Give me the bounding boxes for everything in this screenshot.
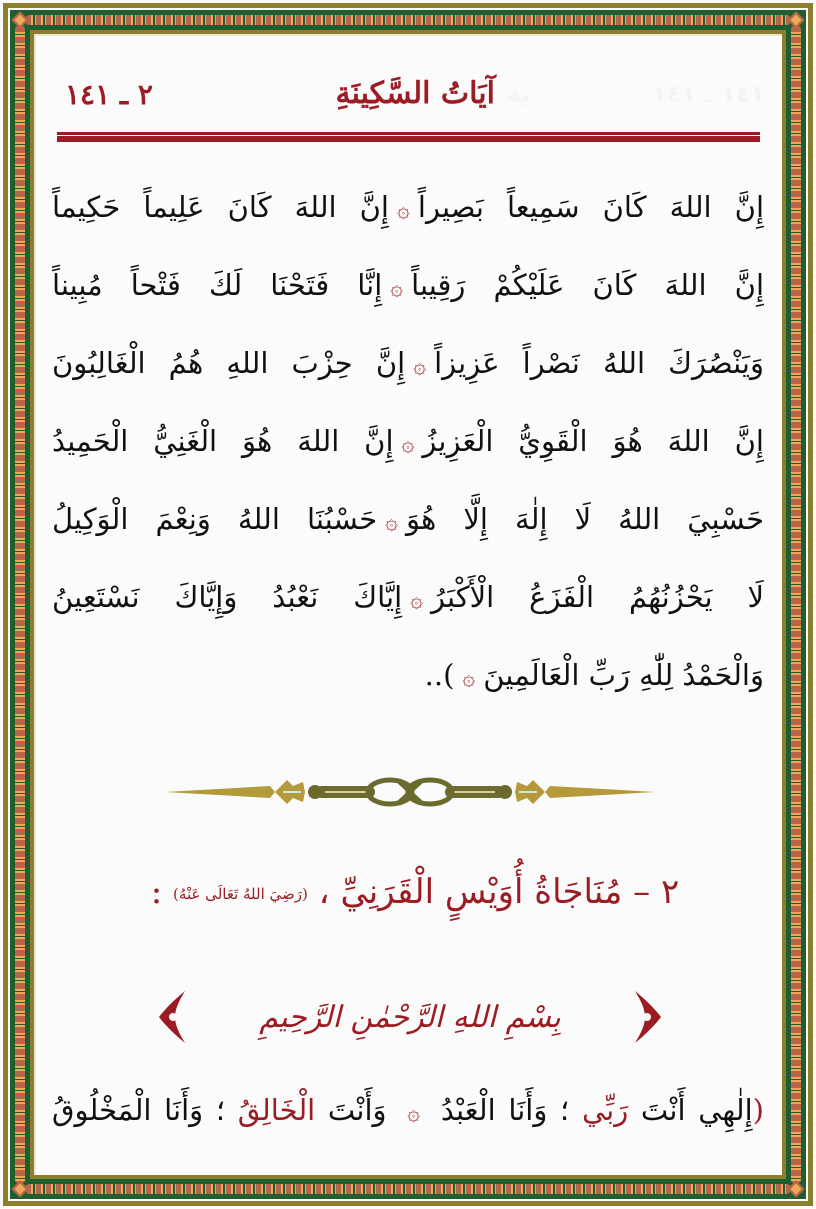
verse-line [52,168,764,246]
verse-left: إِنَّا فَتَحْنَا لَكَ فَتْحاً مُبِيناً [52,268,383,302]
header-rule-thin [57,132,760,135]
verse-line [52,246,764,324]
rosette-separator-icon: ۞ [407,1101,421,1126]
corner-ornament-top-left [12,12,29,29]
verse-right: إِنَّ اللهَ هُوَ الْقَوِيُّ الْعَزِيزُ [422,424,764,458]
rosette-separator-icon: ۞ [401,432,415,457]
verse-block [52,168,764,714]
rosette-separator-icon: ۞ [413,354,427,379]
border-pattern-top [26,15,790,25]
supplication-part: ؛ وَأَنَا الْعَبْدُ [428,1093,582,1127]
corner-ornament-bottom-right [788,1181,805,1198]
section-colon: : [150,872,163,912]
rosette-separator-icon: ۞ [385,510,399,535]
border-pattern-bottom [26,1184,790,1194]
verse-left: ).. [424,658,455,692]
section-heading [150,862,680,922]
open-paren: ( [752,1093,764,1127]
page-title: آيَاتُ السَّكِينَةِ [335,76,495,111]
border-pattern-left [15,26,25,1183]
verse-left: إِنَّ حِزْبَ اللهِ هُمُ الْغَالِبُونَ [52,346,406,380]
page-number: ٢ ـ ١٤١ [65,78,153,111]
basmala-banner [155,985,665,1050]
supplication-part: وَأَنْتَ [315,1093,400,1127]
basmala-text: بِسْمِ اللهِ الرَّحْمٰنِ الرَّحِيمِ [259,1000,561,1035]
rosette-separator-icon: ۞ [390,276,404,301]
verse-left: إِيَّاكَ نَعْبُدُ وَإِيَّاكَ نَسْتَعِينُ [52,580,403,614]
verse-line [52,480,764,558]
ghost-page-number: ١٤١ ـ ١٤١ [652,80,765,108]
verse-right: لَا يَحْزُنُهُمُ الْفَزَعُ الْأَكْبَرُ [431,580,764,614]
verse-right: حَسْبِيَ اللهُ لَا إِلٰهَ إِلَّا هُوَ [406,502,764,536]
header-rule-thick [57,136,760,142]
verse-line [52,558,764,636]
verse-line [52,402,764,480]
verse-left: حَسْبُنَا اللهُ وَنِعْمَ الْوَكِيلُ [52,502,378,536]
section-number: ٢ [660,872,680,912]
supplication-part: ؛ وَأَنَا الْمَخْلُوقُ [52,1093,238,1127]
verse-left: إِنَّ اللهَ هُوَ الْغَنِيُّ الْحَمِيدُ [52,424,394,458]
section-dash: – [633,872,651,912]
rosette-separator-icon: ۞ [462,666,476,691]
rosette-separator-icon: ۞ [410,588,424,613]
supplication-line [52,1080,764,1140]
honorific-icon: (رَضِيَ اللهُ تَعَالَى عَنْهُ) [173,885,308,903]
supplication-accent: رَبِّي [581,1093,629,1127]
ornamental-divider-icon [165,772,655,812]
verse-left: إِنَّ اللهَ كَانَ عَلِيماً حَكِيماً [52,190,389,224]
verse-right: وَالْحَمْدُ لِلّٰهِ رَبِّ الْعَالَمِينَ [483,658,764,692]
verse-right: إِنَّ اللهَ كَانَ سَمِيعاً بَصِيراً [417,190,764,224]
section-title: مُنَاجَاةُ أُوَيْسٍ الْقَرَنِيِّ ، [318,872,623,912]
verse-right: وَيَنْصُرَكَ اللهُ نَصْراً عَزِيزاً [434,346,764,380]
verse-line-last [52,636,764,714]
ghost-title-suffix: ية [506,80,530,108]
supplication-accent: الْخَالِقُ [237,1093,316,1127]
rosette-separator-icon: ۞ [397,198,410,223]
verse-right: إِنَّ اللهَ كَانَ عَلَيْكُمْ رَقِيباً [411,268,764,302]
supplication-part: إِلٰهِي أَنْتَ [628,1093,753,1127]
page-header [57,70,765,120]
border-pattern-right [791,26,801,1183]
verse-line [52,324,764,402]
corner-ornament-bottom-left [12,1181,29,1198]
basmala-left-flourish-icon [155,987,191,1047]
corner-ornament-top-right [788,12,805,29]
basmala-right-flourish-icon [629,987,665,1047]
